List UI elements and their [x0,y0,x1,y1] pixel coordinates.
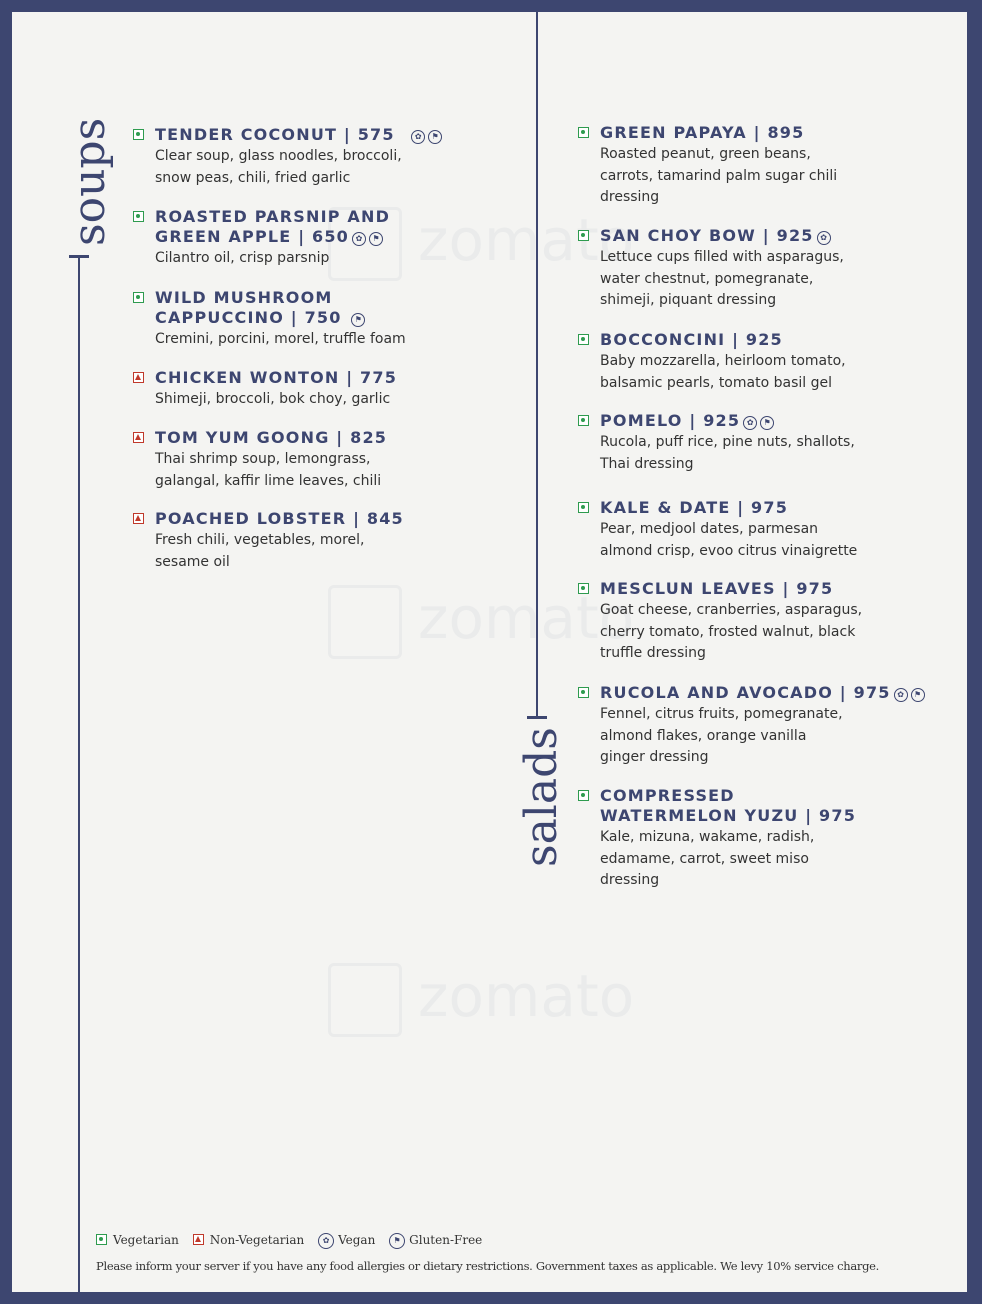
watermark: zomato [328,956,658,1036]
soups-divider-line [78,255,80,1292]
item-description: Kale, mizuna, wakame, radish, edamame, carrot, sweet miso dressing [600,829,815,888]
vegetarian-icon [578,583,589,594]
gluten-free-icon: ⚑ [369,232,383,246]
item-description: Roasted peanut, green beans, carrots, tamarind palm sugar chili dressing [600,146,838,205]
legend-gluten-free: ⚑ Gluten-Free [389,1233,482,1249]
vegetarian-icon [96,1234,107,1245]
menu-item [133,509,404,573]
vegetarian-icon [133,211,144,222]
menu-item [578,786,856,892]
item-name: RUCOLA AND AVOCADO | 975 ✿ ⚑ [600,683,925,703]
menu-item [578,683,925,769]
legend-vegetarian: Vegetarian [96,1233,179,1247]
item-description: Cremini, porcini, morel, truffle foam [155,331,406,347]
vegan-icon: ✿ [817,231,831,245]
gluten-free-icon: ⚑ [389,1233,405,1249]
item-name: KALE & DATE | 975 [600,498,789,517]
item-description: Shimeji, broccoli, bok choy, garlic [155,391,391,407]
vegetarian-icon [578,415,589,426]
salads-section-title: salads [516,727,567,867]
vegetarian-icon [578,230,589,241]
item-name: TENDER COCONUT | 575 ✿ ⚑ [155,125,442,145]
non-vegetarian-icon [133,432,144,443]
salads-divider-tick [527,716,547,719]
menu-item [133,428,387,492]
vegetarian-icon [578,502,589,513]
menu-item [133,368,397,411]
vegetarian-icon [578,127,589,138]
menu-page [12,12,967,1292]
vegan-icon: ✿ [411,130,425,144]
soups-divider-tick [69,255,89,258]
menu-item [578,411,855,475]
menu-item [578,123,837,209]
vegan-icon: ✿ [352,232,366,246]
item-description: Goat cheese, cranberries, asparagus, cherry tomato, frosted walnut, black truffle dressing [600,602,863,661]
item-name: BOCCONCINI | 925 [600,330,783,349]
item-description: Fennel, citrus fruits, pomegranate, almond flakes, orange vanilla ginger dressing [600,706,843,765]
vegetarian-icon [578,687,589,698]
vegetarian-icon [133,129,144,140]
menu-item [133,288,406,351]
menu-item [578,498,857,562]
menu-item [133,207,390,270]
diet-legend [96,1233,492,1249]
menu-item [578,226,844,312]
non-vegetarian-icon [133,372,144,383]
watermark: zomato [328,200,658,280]
item-name: CHICKEN WONTON | 775 [155,368,398,387]
gluten-free-icon: ⚑ [428,130,442,144]
watermark-logo-icon [328,585,402,659]
item-description: Cilantro oil, crisp parsnip [155,250,330,266]
legend-vegan: ✿ Vegan [318,1233,375,1249]
menu-item [133,125,442,189]
soups-section-title: soups [64,117,115,246]
watermark-logo-icon [328,963,402,1037]
item-description: Pear, medjool dates, parmesan almond crisp, evoo citrus vinaigrette [600,521,858,559]
vegan-icon: ✿ [318,1233,334,1249]
vegetarian-icon [578,334,589,345]
non-vegetarian-icon [193,1234,204,1245]
item-name: MESCLUN LEAVES | 975 [600,579,834,598]
item-name: COMPRESSED WATERMELON YUZU | 975 [600,786,857,825]
gluten-free-icon: ⚑ [351,313,365,327]
menu-item [578,579,862,665]
item-description: Baby mozzarella, heirloom tomato, balsamic pearls, tomato basil gel [600,353,846,391]
vegetarian-icon [133,292,144,303]
vegetarian-icon [578,790,589,801]
watermark: zomato [328,578,658,658]
item-description: Thai shrimp soup, lemongrass, galangal, kaffir lime leaves, chili [155,451,382,489]
salads-divider-line [536,12,538,718]
item-name: WILD MUSHROOM CAPPUCCINO | 750 ⚑ [155,288,406,328]
gluten-free-icon: ⚑ [911,688,925,702]
menu-item [578,330,846,394]
item-description: Rucola, puff rice, pine nuts, shallots, Thai dressing [600,434,855,472]
allergy-notice: Please inform your server if you have any food allergies or dietary restrictions. Government taxes as applicable. We levy 10% service charge. [96,1259,880,1273]
item-name: POACHED LOBSTER | 845 [155,509,404,528]
gluten-free-icon: ⚑ [760,416,774,430]
item-name: GREEN PAPAYA | 895 [600,123,805,142]
item-name: SAN CHOY BOW | 925 ✿ [600,226,844,246]
non-vegetarian-icon [133,513,144,524]
vegan-icon: ✿ [894,688,908,702]
item-description: Fresh chili, vegetables, morel, sesame oil [155,532,365,570]
item-name: POMELO | 925 ✿ ⚑ [600,411,855,431]
legend-non-vegetarian: Non-Vegetarian [193,1233,305,1247]
item-name: ROASTED PARSNIP AND GREEN APPLE | 650 ✿ ⚑ [155,207,391,246]
item-name: TOM YUM GOONG | 825 [155,428,388,447]
item-description: Lettuce cups filled with asparagus, water chestnut, pomegranate, shimeji, piquant dressing [600,249,844,308]
vegan-icon: ✿ [743,416,757,430]
item-description: Clear soup, glass noodles, broccoli, snow peas, chili, fried garlic [155,148,402,186]
